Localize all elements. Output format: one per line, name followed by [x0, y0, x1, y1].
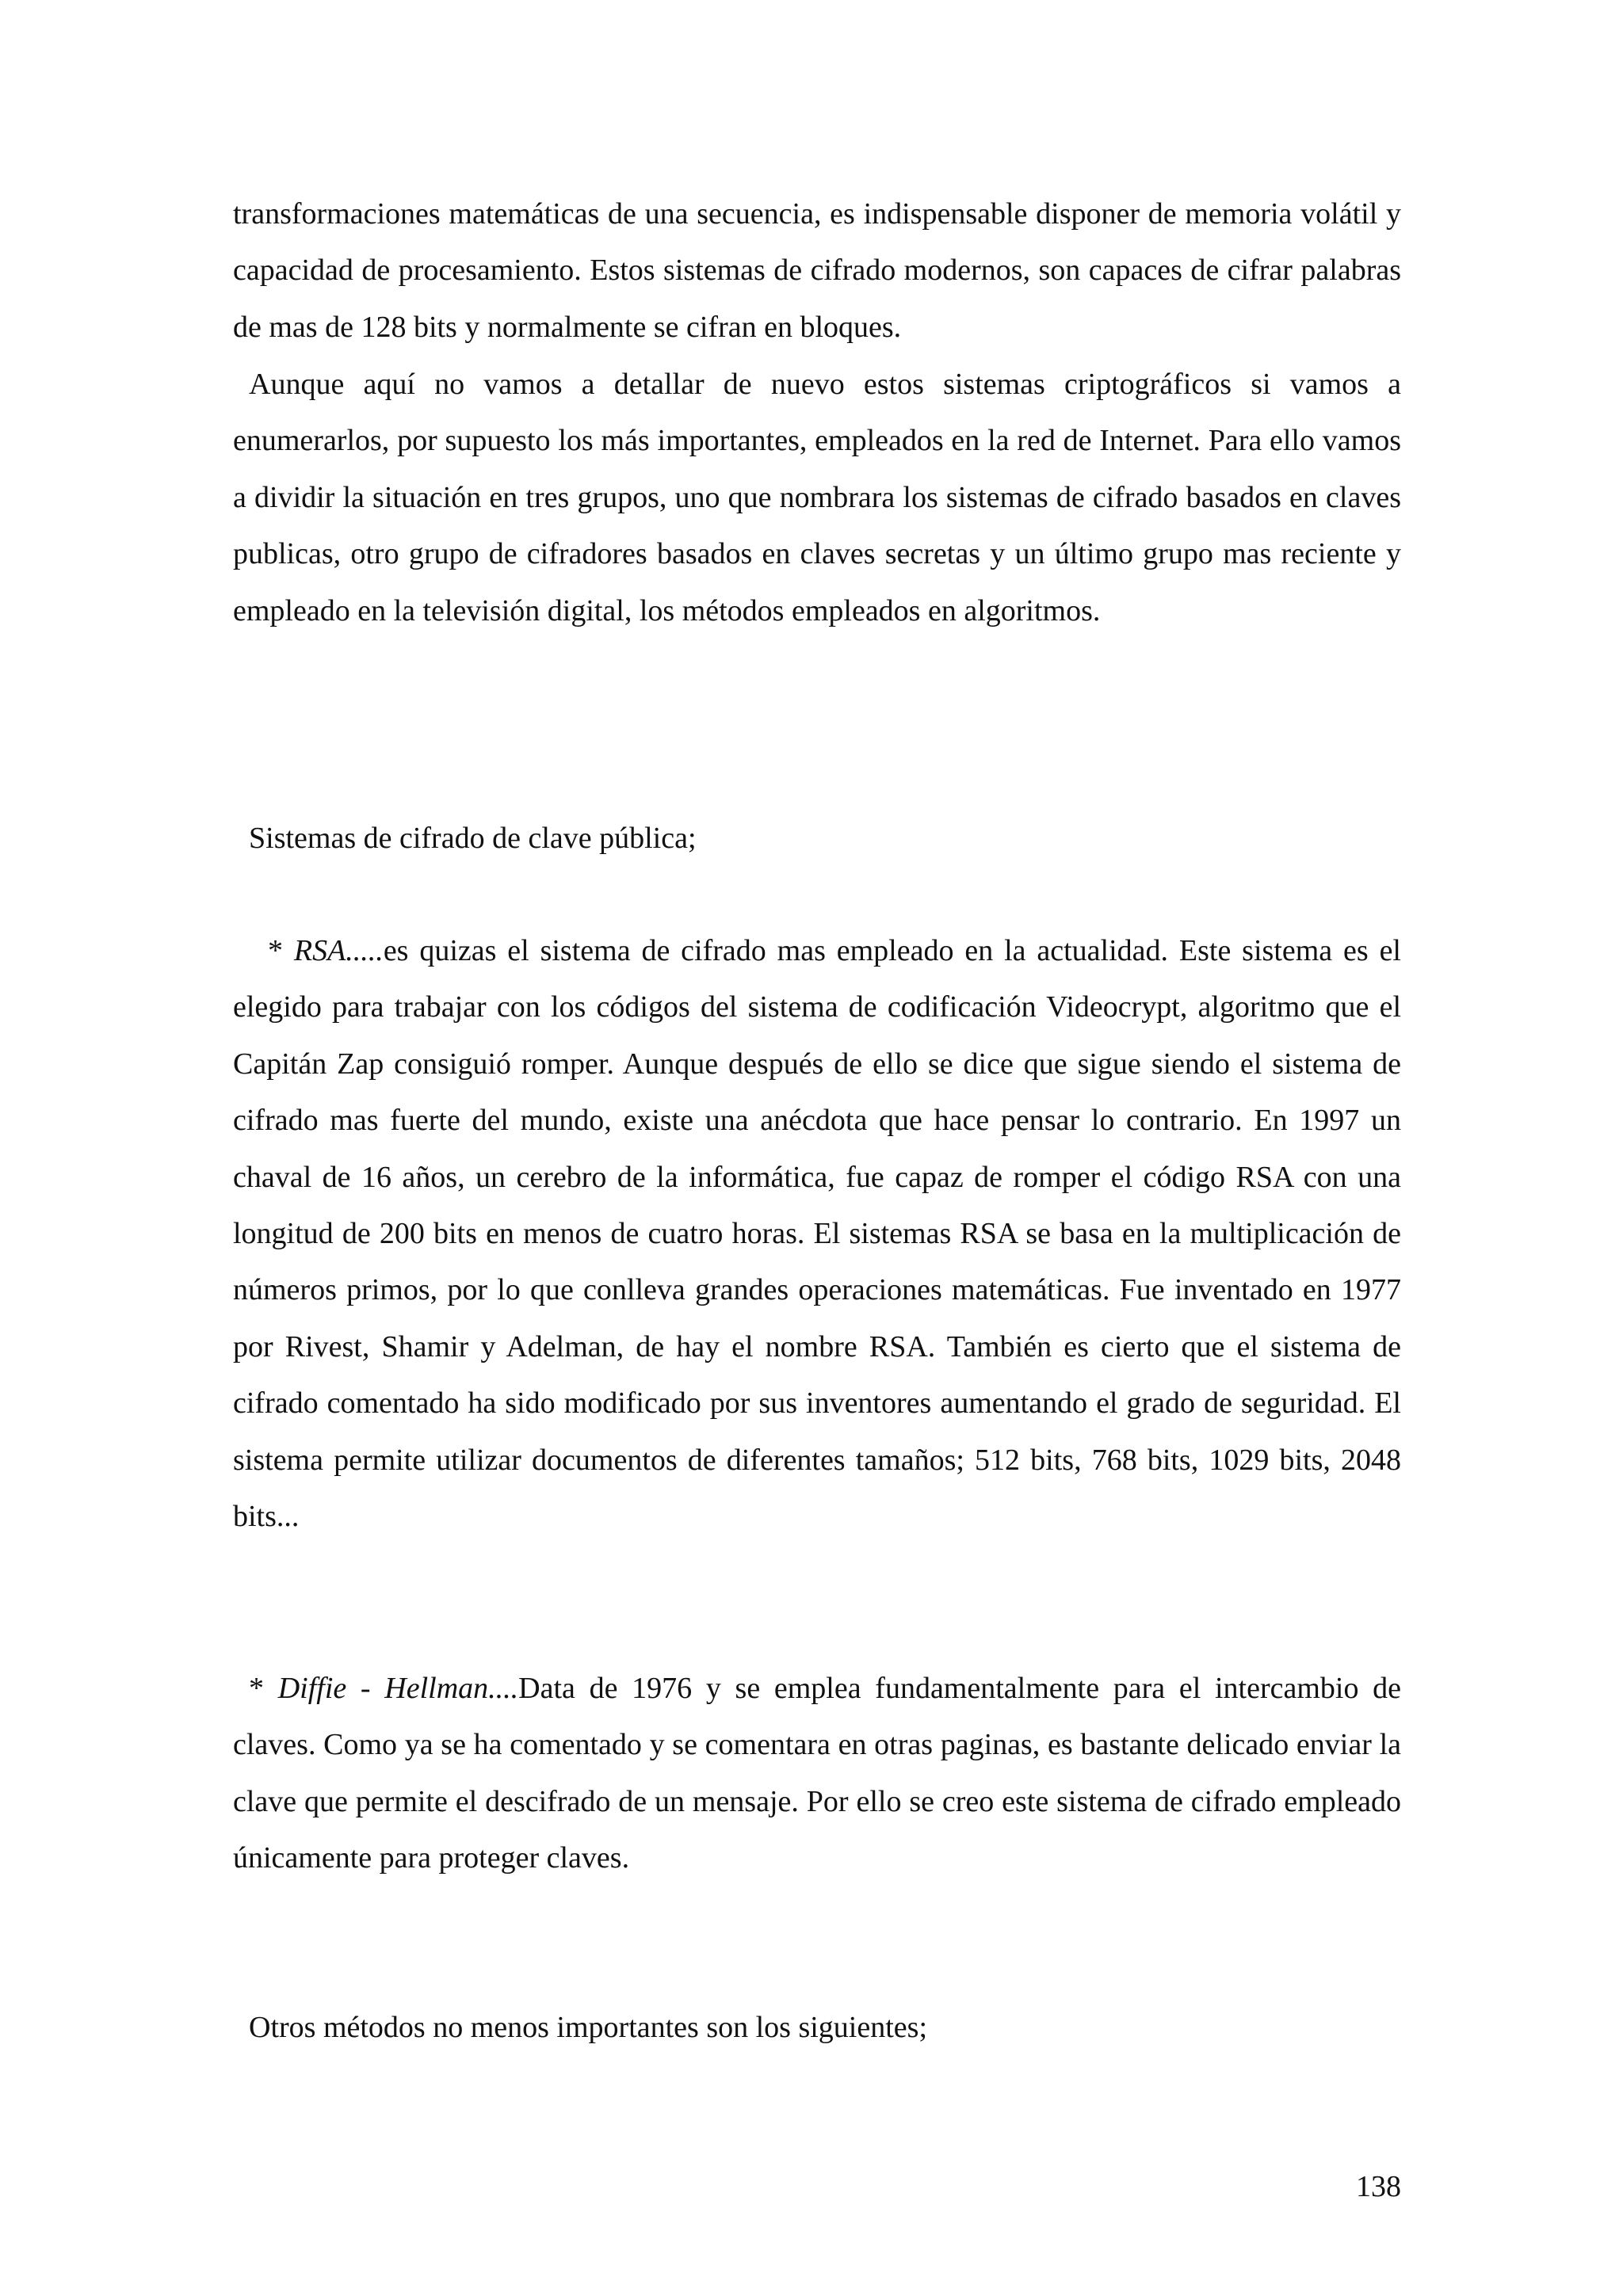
item-text-rsa: es quizas el sistema de cifrado mas empleado en la actualidad. Este sistema es el elegido para trabajar con los códigos del sistema de codificación Videocrypt, algoritmo que el Capitán Zap consiguió romper. Aunque después de ello se dice que sigue siendo el sistema de cifrado mas fuerte del mundo, existe una anécdota que hace pensar lo contrario. En 1997 un chaval de 16 años, un cerebro de la informática, fue capaz de romper el código RSA con una longitud de 200 bits en menos de cuatro horas. El sistemas RSA se basa en la multiplicación de números primos, por lo que conlleva grandes operaciones matemáticas. Fue inventado en 1977 por Rivest, Shamir y Adelman, de hay el nombre RSA. También es cierto que el sistema de cifrado comentado ha sido modificado por sus inventores aumentando el grado de seguridad. El sistema permite utilizar documentos de diferentes tamaños; 512 bits, 768 bits, 1029 bits, 2048 bits...	[233, 934, 1401, 1534]
intro-paragraph-1: transformaciones matemáticas de una secuencia, es indispensable disponer de memoria volátil y capacidad de procesamiento. Estos sistemas de cifrado modernos, son capaces de cifrar palabras de mas de 128 bits y normalmente se cifran en bloques.	[233, 197, 1401, 344]
page-number: 138	[1356, 2170, 1401, 2203]
list-item-rsa	[233, 923, 1401, 1545]
item-term-rsa: RSA.....	[293, 934, 384, 967]
section-heading: Sistemas de cifrado de clave pública;	[249, 822, 697, 855]
bullet-marker: *	[249, 1672, 278, 1705]
item-term-diffie-hellman: Diffie - Hellman....	[277, 1672, 519, 1705]
intro-paragraph-2: Aunque aquí no vamos a detallar de nuevo estos sistemas criptográficos si vamos a enumerarlos, por supuesto los más importantes, empleados en la red de Internet. Para ello vamos a dividir la situación en tres grupos, uno que nombrara los sistemas de cifrado basados en claves publicas, otro grupo de cifradores basados en claves secretas y un último grupo mas reciente y empleado en la televisión digital, los métodos empleados en algoritmos.	[233, 368, 1401, 627]
bullet-marker: *	[268, 934, 294, 967]
item-text-diffie-hellman: Data de 1976 y se emplea fundamentalmente para el intercambio de claves. Como ya se ha comentado y se comentara en otras paginas, es bastante delicado enviar la clave que permite el descifrado de un mensaje. Por ello se creo este sistema de cifrado empleado únicamente para proteger claves.	[233, 1672, 1402, 1875]
list-item-diffie-hellman	[233, 1661, 1401, 1887]
closing-line: Otros métodos no menos importantes son los siguientes;	[249, 2011, 928, 2044]
